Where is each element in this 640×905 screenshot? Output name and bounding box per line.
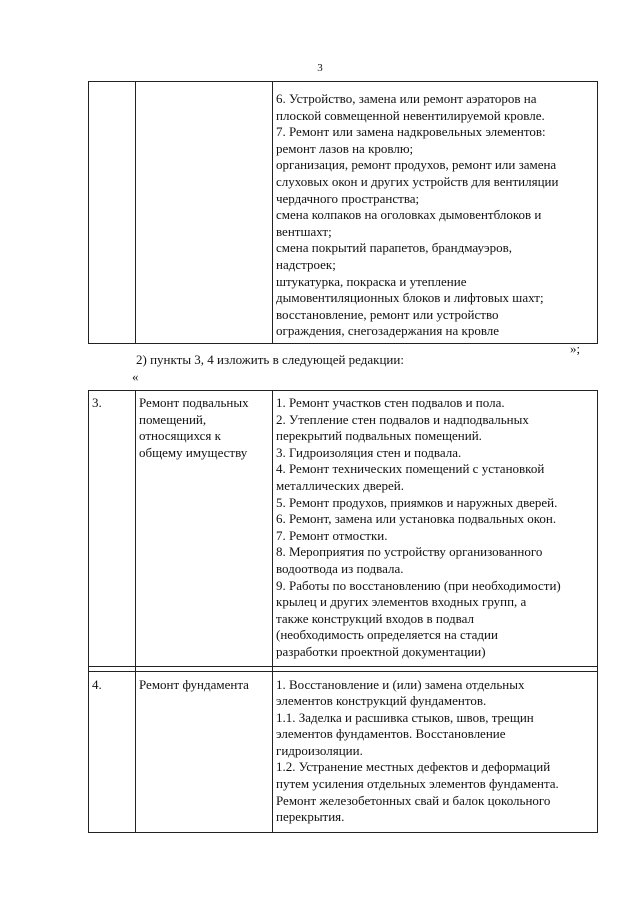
text-line: общему имуществу bbox=[139, 444, 248, 460]
table-cell-number: 3. bbox=[89, 391, 136, 667]
table-cell-name bbox=[136, 391, 273, 667]
text-line: 7. Ремонт или замена надкровельных элементов: bbox=[276, 124, 546, 140]
text-line: путем усиления отдельных элементов фундамента. bbox=[276, 776, 559, 792]
text-line: смена колпаков на оголовках дымовентблоков и bbox=[276, 207, 542, 223]
text-line: 6. Устройство, замена или ремонт аэраторов на bbox=[276, 91, 537, 106]
table-cell-description bbox=[273, 671, 598, 832]
text-line: Ремонт подвальных bbox=[139, 395, 249, 410]
text-line: металлических дверей. bbox=[276, 477, 405, 493]
text-line: 9. Работы по восстановлению (при необходимости) bbox=[276, 577, 561, 593]
text-line: разработки проектной документации) bbox=[276, 643, 486, 659]
table-cell-number: 4. bbox=[89, 671, 136, 832]
text-line: смена покрытий парапетов, брандмауэров, bbox=[276, 240, 512, 256]
text-line: помещений, bbox=[139, 411, 207, 427]
text-line: перекрытий подвальных помещений. bbox=[276, 428, 482, 444]
text-line: слуховых окон и других устройств для вентиляции bbox=[276, 173, 559, 189]
text-line: гидроизоляции. bbox=[276, 742, 363, 758]
text-line: 8. Мероприятия по устройству организованного bbox=[276, 544, 543, 560]
table-cell-name bbox=[136, 82, 273, 344]
text-line: 2. Утепление стен подвалов и надподвальных bbox=[276, 411, 529, 427]
text-line: дымовентиляционных блоков и лифтовых шахт; bbox=[276, 290, 544, 306]
amendment-table bbox=[88, 390, 598, 833]
text-line: восстановление, ремонт или устройство bbox=[276, 306, 499, 322]
page-number: 3 bbox=[317, 62, 323, 74]
table-cell-description bbox=[273, 82, 598, 344]
text-line: организация, ремонт продухов, ремонт или замена bbox=[276, 157, 557, 173]
table-cell-name bbox=[136, 671, 273, 832]
text-line: перекрытия. bbox=[276, 809, 345, 825]
text-line: Ремонт железобетонных свай и балок цокольного bbox=[276, 792, 551, 808]
amendment-instruction: 2) пункты 3, 4 изложить в следующей редакции: bbox=[136, 352, 404, 367]
text-line: 1.2. Устранение местных дефектов и деформаций bbox=[276, 759, 551, 775]
text-line: ограждения, снегозадержания на кровле bbox=[276, 323, 500, 339]
text-line: 7. Ремонт отмостки. bbox=[276, 527, 388, 543]
text-line: 4. Ремонт технических помещений с установкой bbox=[276, 461, 545, 477]
table-row bbox=[89, 391, 598, 667]
text-line: также конструкций входов в подвал bbox=[276, 610, 474, 626]
text-line: водоотвода из подвала. bbox=[276, 560, 404, 576]
text-line: надстроек; bbox=[276, 256, 336, 272]
text-line: элементов фундаментов. Восстановление bbox=[276, 726, 506, 742]
text-line: 6. Ремонт, замена или установка подвальных окон. bbox=[276, 511, 557, 527]
text-line: плоской совмещенной невентилируемой кровле. bbox=[276, 107, 545, 123]
text-line: относящихся к bbox=[139, 428, 221, 444]
continued-table bbox=[88, 81, 598, 344]
table-cell-number bbox=[89, 82, 136, 344]
text-line: 1. Восстановление и (или) замена отдельных bbox=[276, 676, 525, 692]
text-line: 5. Ремонт продухов, приямков и наружных дверей. bbox=[276, 494, 558, 510]
closing-quote: »; bbox=[570, 341, 581, 356]
text-line: (необходимость определяется на стадии bbox=[276, 627, 498, 643]
opening-quote: « bbox=[132, 369, 139, 384]
table-row bbox=[89, 671, 598, 832]
text-line: 1.1. Заделка и расшивка стыков, швов, трещин bbox=[276, 709, 534, 725]
text-line: элементов конструкций фундаментов. bbox=[276, 693, 487, 709]
text-line: ремонт лазов на кровлю; bbox=[276, 140, 414, 156]
text-line: 3. Гидроизоляция стен и подвала. bbox=[276, 444, 462, 460]
text-line: 1. Ремонт участков стен подвалов и пола. bbox=[276, 395, 505, 410]
text-line: вентшахт; bbox=[276, 223, 332, 239]
text-line: крылец и других элементов входных групп, а bbox=[276, 594, 527, 610]
text-line: Ремонт фундамента bbox=[139, 676, 249, 692]
table-row bbox=[89, 82, 598, 344]
table-cell-description bbox=[273, 391, 598, 667]
text-line: чердачного пространства; bbox=[276, 190, 420, 206]
text-line: штукатурка, покраска и утепление bbox=[276, 273, 467, 289]
